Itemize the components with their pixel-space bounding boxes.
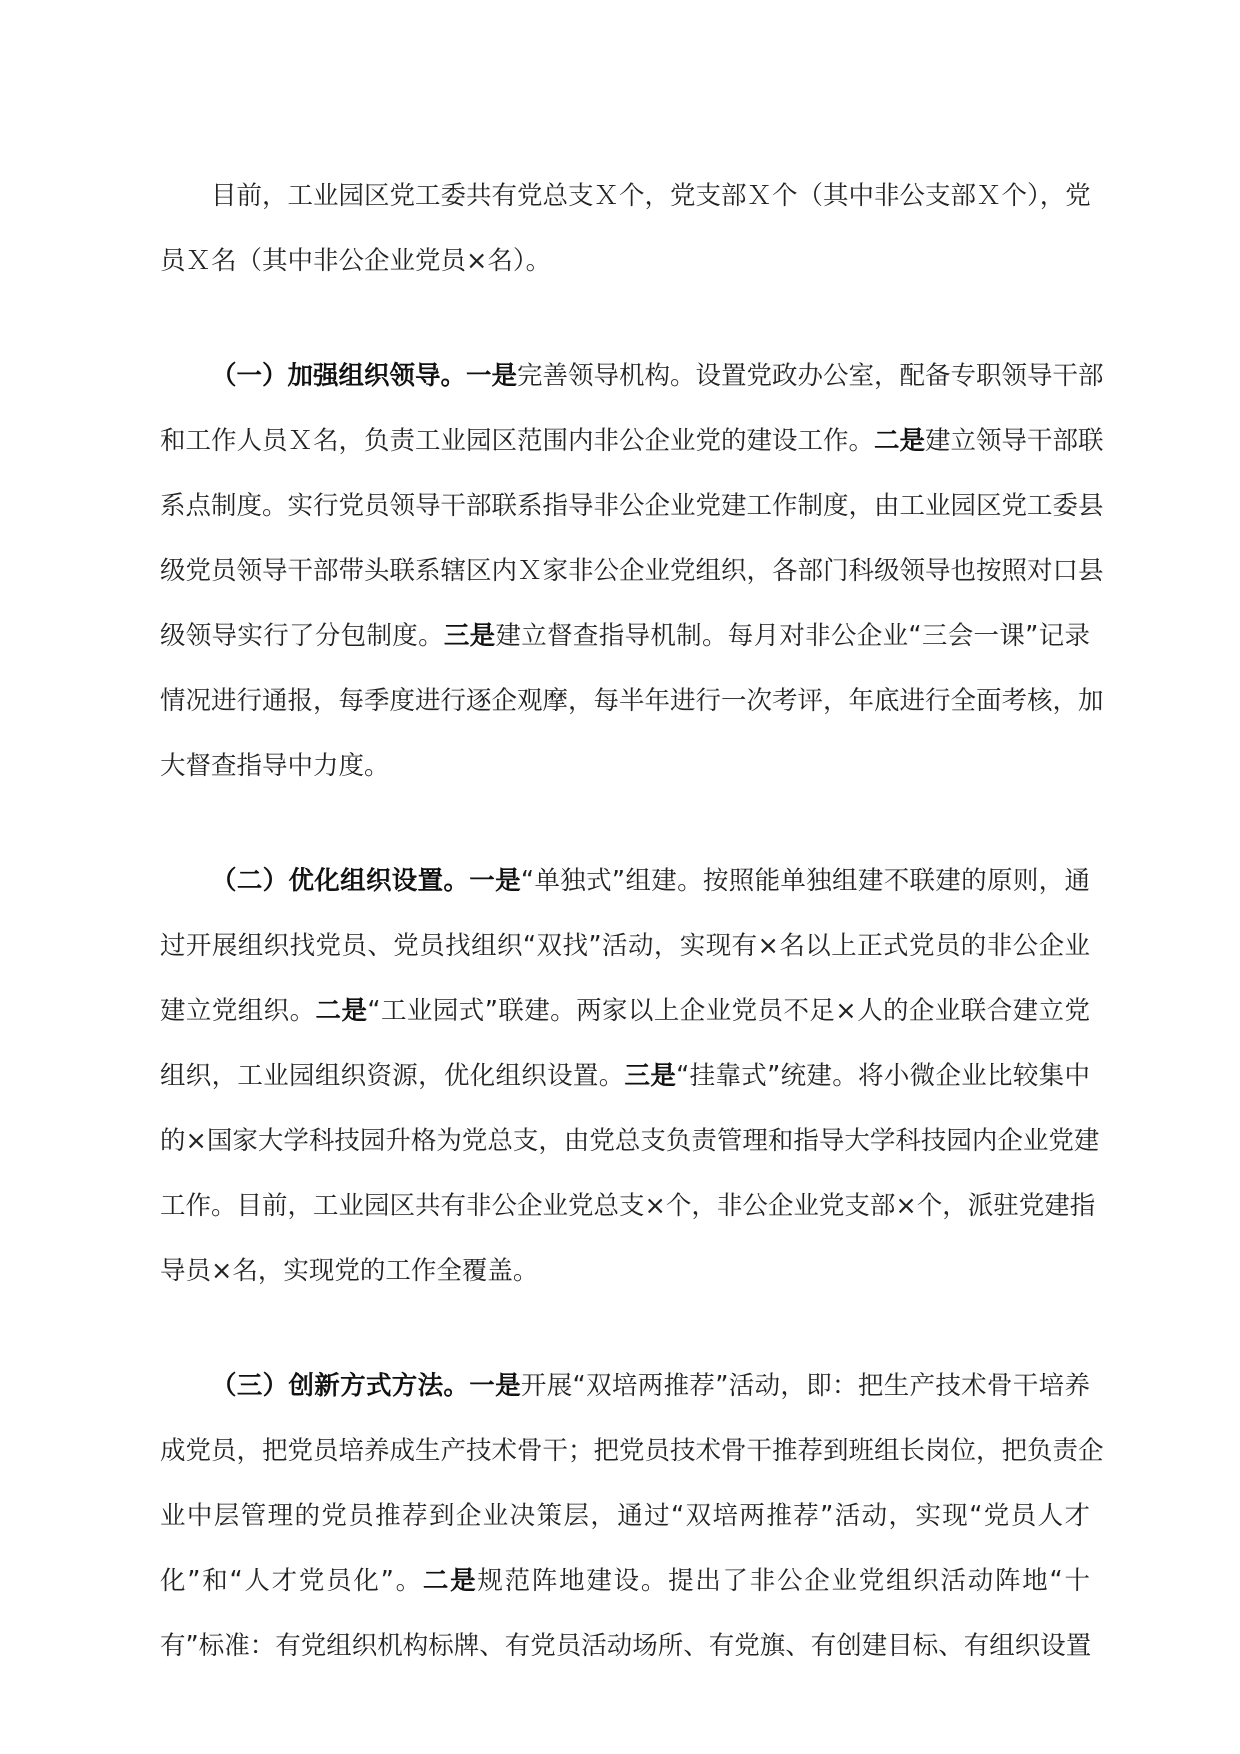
text-run: 导员×名，实现党的工作全覆盖。 — [160, 1256, 539, 1286]
text-line — [160, 1239, 1090, 1304]
text-run: “单独式”组建。按照能单独组建不联建的原则，通 — [520, 866, 1090, 896]
bold-text: （二）优化组织设置。 — [211, 866, 470, 896]
text-line — [160, 604, 1090, 669]
text-line — [160, 539, 1104, 604]
bold-text: 一是 — [466, 361, 518, 391]
text-line — [160, 229, 1090, 294]
text-run: 业中层管理的党员推荐到企业决策层，通过“双培两推荐”活动，实现“党员人才 — [160, 1501, 1090, 1531]
text-line — [160, 669, 1104, 734]
bold-text: 三是 — [443, 621, 496, 651]
paragraph — [160, 849, 1100, 1304]
text-run: 的×国家大学科技园升格为党总支，由党总支负责管理和指导大学科技园内企业党建 — [160, 1126, 1100, 1156]
paragraph — [160, 344, 1104, 799]
text-run: 过开展组织找党员、党员找组织“双找”活动，实现有×名以上正式党员的非公企业 — [160, 931, 1090, 961]
text-run: 成党员，把党员培养成生产技术骨干；把党员技术骨干推荐到班组长岗位，把负责企 — [160, 1436, 1104, 1466]
document-page — [160, 164, 1104, 1679]
text-line — [160, 1354, 1090, 1419]
text-run: 级领导实行了分包制度。 — [160, 621, 444, 651]
text-run: 组织，工业园组织资源，优化组织设置。 — [160, 1061, 625, 1091]
paragraph-gap — [160, 799, 1090, 849]
text-run: 建立领导干部联 — [925, 426, 1104, 456]
text-line — [160, 1109, 1100, 1174]
text-run: 有”标准：有党组织机构标牌、有党员活动场所、有党旗、有创建目标、有组织设置 — [160, 1631, 1092, 1661]
text-run: “工业园式”联建。两家以上企业党员不足×人的企业联合建立党 — [367, 996, 1090, 1026]
text-run: 工作。目前，工业园区共有非公企业党总支×个，非公企业党支部×个，派驻党建指 — [160, 1191, 1096, 1221]
text-line — [160, 344, 1104, 409]
bold-text: 二是 — [874, 426, 926, 456]
bold-text: 二是 — [422, 1566, 478, 1596]
text-run: “挂靠式”统建。将小微企业比较集中 — [676, 1061, 1090, 1091]
text-line — [160, 1044, 1090, 1109]
text-line — [160, 914, 1090, 979]
text-run: 开展“双培两推荐”活动，即：把生产技术骨干培养 — [520, 1371, 1090, 1401]
text-line — [160, 1484, 1090, 1549]
bold-text: 二是 — [315, 996, 368, 1026]
text-line — [160, 164, 1090, 229]
paragraph-gap — [160, 294, 1090, 344]
text-line — [160, 1614, 1090, 1679]
text-run: 完善领导机构。设置党政办公室，配备专职领导干部 — [517, 361, 1104, 391]
paragraph-gap — [160, 1304, 1090, 1354]
text-line — [160, 409, 1104, 474]
text-line — [160, 734, 1090, 799]
text-run: 规范阵地建设。提出了非公企业党组织活动阵地“十 — [477, 1566, 1090, 1596]
text-run: 建立党组织。 — [160, 996, 316, 1026]
bold-text: 三是 — [624, 1061, 677, 1091]
text-line — [160, 1549, 1090, 1614]
text-run: 情况进行通报，每季度进行逐企观摩，每半年进行一次考评，年底进行全面考核，加 — [160, 686, 1104, 716]
document-body — [160, 164, 1104, 1679]
paragraph — [160, 1354, 1104, 1679]
text-line — [160, 979, 1090, 1044]
text-run: 大督查指导中力度。 — [160, 751, 390, 781]
text-run: 和工作人员Ｘ名，负责工业园区范围内非公企业党的建设工作。 — [160, 426, 875, 456]
text-run: 系点制度。实行党员领导干部联系指导非公企业党建工作制度，由工业园区党工委县 — [160, 491, 1104, 521]
text-line — [160, 1174, 1096, 1239]
text-run: 目前，工业园区党工委共有党总支Ｘ个，党支部Ｘ个（其中非公支部Ｘ个），党 — [211, 181, 1091, 211]
text-run: 建立督查指导机制。每月对非公企业“三会一课”记录 — [495, 621, 1090, 651]
text-line — [160, 849, 1090, 914]
text-run: 级党员领导干部带头联系辖区内Ｘ家非公企业党组织，各部门科级领导也按照对口县 — [160, 556, 1104, 586]
text-run: 化”和“人才党员化”。 — [160, 1566, 423, 1596]
paragraph — [160, 164, 1090, 294]
bold-text: 一是 — [469, 866, 521, 896]
bold-text: （三）创新方式方法。 — [211, 1371, 470, 1401]
bold-text: （一）加强组织领导。 — [211, 361, 467, 391]
text-line — [160, 1419, 1104, 1484]
bold-text: 一是 — [469, 1371, 521, 1401]
text-run: 员Ｘ名（其中非公企业党员×名）。 — [160, 246, 552, 276]
text-line — [160, 474, 1104, 539]
